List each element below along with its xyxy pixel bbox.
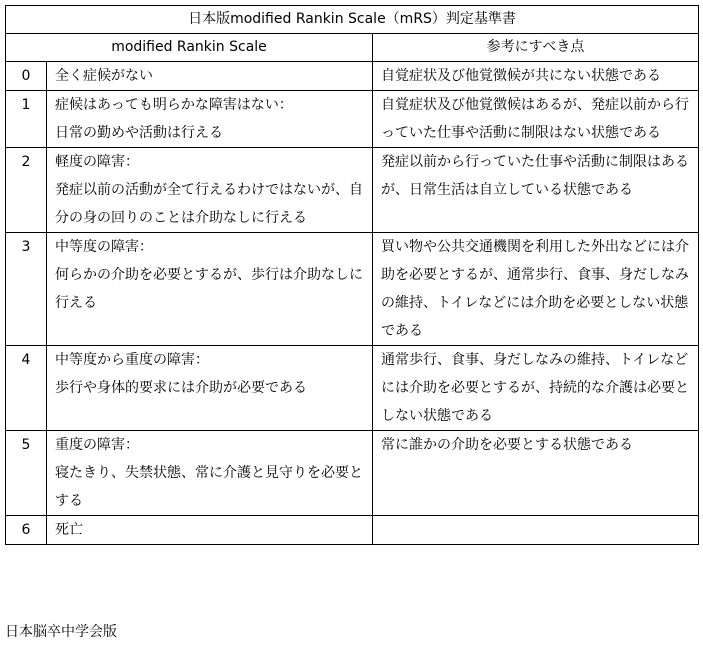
description-line: 症候はあっても明らかな障害はない： <box>55 97 293 113</box>
grade-cell: 3 <box>6 233 47 346</box>
table-row <box>6 62 699 91</box>
description-cell <box>47 91 373 148</box>
description-line: 中等度の障害： <box>55 239 153 255</box>
description-cell <box>47 431 373 516</box>
note-text: 買い物や公共交通機関を利用した外出などには介助を必要とするが、通常歩行、食事、身だしなみの維持、トイレなどには介助を必要としない状態である <box>381 239 689 339</box>
description-line: 寝たきり、失禁状態、常に介護と見守りを必要とする <box>55 465 363 509</box>
note-cell <box>373 91 699 148</box>
mrs-table <box>5 5 699 545</box>
note-text: 自覚症状及び他覚徴候が共にない状態である <box>381 68 661 84</box>
note-cell <box>373 233 699 346</box>
table-row <box>6 148 699 233</box>
description-line: 全く症候がない <box>55 68 153 84</box>
title-row <box>6 6 699 34</box>
description-cell <box>47 148 373 233</box>
grade-cell: 4 <box>6 346 47 431</box>
description-line: 死亡 <box>55 522 83 538</box>
table-row <box>6 233 699 346</box>
note-text: 自覚症状及び他覚徴候はあるが、発症以前から行っていた仕事や活動に制限はない状態である <box>381 97 689 141</box>
header-row <box>6 34 699 62</box>
header-notes: 参考にすべき点 <box>373 34 699 62</box>
description-line: 中等度から重度の障害： <box>55 352 209 368</box>
footer-credit: 日本脳卒中学会版 <box>5 624 117 640</box>
note-cell <box>373 148 699 233</box>
grade-cell: 0 <box>6 62 47 91</box>
table-row <box>6 91 699 148</box>
note-cell <box>373 516 699 545</box>
description-line: 軽度の障害： <box>55 154 139 170</box>
note-cell <box>373 346 699 431</box>
description-cell <box>47 233 373 346</box>
note-cell <box>373 62 699 91</box>
grade-cell: 1 <box>6 91 47 148</box>
description-line: 何らかの介助を必要とするが、歩行は介助なしに行える <box>55 267 363 311</box>
description-line: 発症以前の活動が全て行えるわけではないが、自分の身の回りのことは介助なしに行える <box>55 182 363 226</box>
table-row <box>6 431 699 516</box>
table-row <box>6 346 699 431</box>
grade-cell: 5 <box>6 431 47 516</box>
note-text: 通常歩行、食事、身だしなみの維持、トイレなどには介助を必要とするが、持続的な介護は必要としない状態である <box>381 352 689 424</box>
header-scale: modified Rankin Scale <box>6 34 373 62</box>
table-title: 日本版modified Rankin Scale（mRS）判定基準書 <box>6 6 699 34</box>
note-text: 発症以前から行っていた仕事や活動に制限はあるが、日常生活は自立している状態である <box>381 154 689 198</box>
description-cell <box>47 62 373 91</box>
description-line: 日常の勤めや活動は行える <box>55 125 223 141</box>
table-row <box>6 516 699 545</box>
description-cell <box>47 346 373 431</box>
description-line: 重度の障害： <box>55 437 139 453</box>
description-cell <box>47 516 373 545</box>
note-text: 常に誰かの介助を必要とする状態である <box>381 437 633 453</box>
grade-cell: 6 <box>6 516 47 545</box>
note-cell <box>373 431 699 516</box>
grade-cell: 2 <box>6 148 47 233</box>
description-line: 歩行や身体的要求には介助が必要である <box>55 380 307 396</box>
